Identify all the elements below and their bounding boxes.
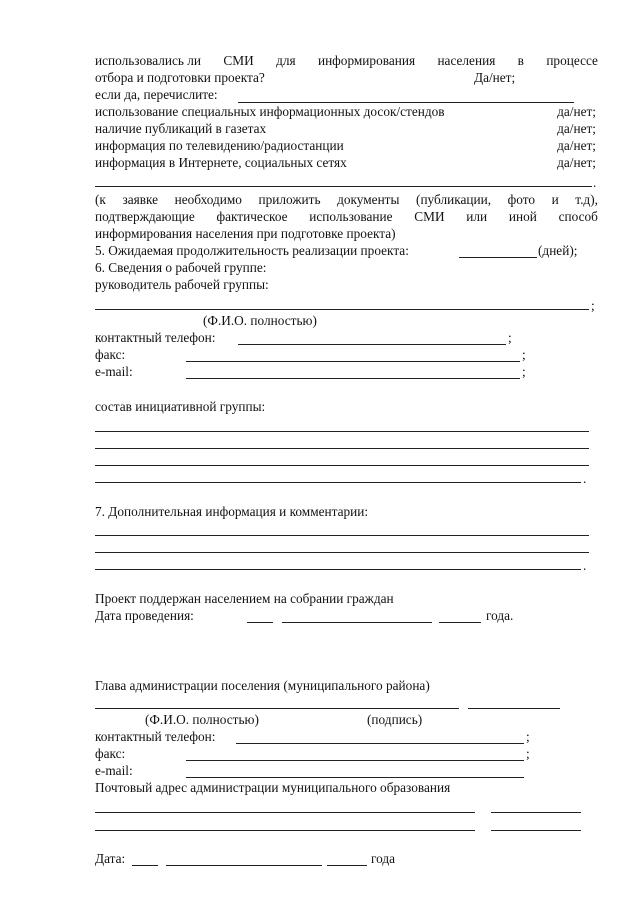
head-fax-line[interactable] bbox=[186, 760, 524, 761]
support-text: Проект поддержан населением на собрании граждан bbox=[95, 591, 394, 606]
comments-end: . bbox=[583, 558, 587, 573]
head-name-line[interactable] bbox=[95, 708, 459, 709]
team-label: состав инициативной группы: bbox=[95, 399, 266, 414]
team-line[interactable] bbox=[95, 448, 589, 449]
media-item-label: использование специальных информационных досок/стендов bbox=[95, 104, 445, 119]
head-signature-line[interactable] bbox=[468, 708, 560, 709]
media-item-label: информация в Интернете, социальных сетях bbox=[95, 155, 347, 170]
media-note-line1: (к заявке необходимо приложить документы (публикации, фото и т.д), bbox=[95, 192, 598, 207]
leader-fio-caption: (Ф.И.О. полностью) bbox=[203, 313, 317, 328]
media-item-answer: да/нет; bbox=[557, 104, 596, 119]
leader-fax-end: ; bbox=[522, 347, 526, 362]
leader-phone-label: контактный телефон: bbox=[95, 330, 216, 345]
head-fio-caption: (Ф.И.О. полностью) bbox=[145, 712, 259, 727]
media-question-line1: использовались ли СМИ для информирования населения в процессе bbox=[95, 53, 598, 68]
leader-email-line[interactable] bbox=[186, 378, 520, 379]
media-question-answer: Да/нет; bbox=[474, 70, 516, 85]
head-fax-label: факс: bbox=[95, 746, 126, 761]
leader-end: ; bbox=[591, 298, 595, 313]
media-item-label: информация по телевидению/радиостанции bbox=[95, 138, 344, 153]
head-email-line[interactable] bbox=[186, 777, 524, 778]
footer-year-label: года bbox=[371, 851, 396, 866]
section6-title: 6. Сведения о рабочей группе: bbox=[95, 260, 267, 275]
footer-year-line[interactable] bbox=[327, 865, 367, 866]
media-item-answer: да/нет; bbox=[557, 138, 596, 153]
leader-fax-label: факс: bbox=[95, 347, 126, 362]
media-blank-line[interactable] bbox=[95, 186, 592, 187]
head-phone-label: контактный телефон: bbox=[95, 729, 216, 744]
head-email-label: e-mail: bbox=[95, 763, 133, 778]
section5-label: 5. Ожидаемая продолжительность реализации проекта: bbox=[95, 243, 409, 258]
head-title: Глава администрации поселения (муниципального района) bbox=[95, 678, 430, 693]
team-line[interactable] bbox=[95, 431, 589, 432]
comments-line[interactable] bbox=[95, 552, 589, 553]
footer-month-line[interactable] bbox=[166, 865, 322, 866]
comments-line[interactable] bbox=[95, 569, 581, 570]
meeting-year-line[interactable] bbox=[439, 622, 481, 623]
media-if-yes-label: если да, перечислите: bbox=[95, 87, 218, 102]
leader-line[interactable] bbox=[95, 309, 589, 310]
media-note-line2: подтверждающие фактическое использование СМИ или иной способ bbox=[95, 209, 598, 224]
media-item-label: наличие публикаций в газетах bbox=[95, 121, 267, 136]
head-phone-line[interactable] bbox=[236, 743, 524, 744]
media-item-answer: да/нет; bbox=[557, 121, 596, 136]
media-question-line2: отбора и подготовки проекта? bbox=[95, 70, 265, 85]
head-address-label: Почтовый адрес администрации муниципального образования bbox=[95, 780, 451, 795]
comments-line[interactable] bbox=[95, 535, 589, 536]
media-if-yes-line[interactable] bbox=[238, 102, 574, 103]
head-phone-end: ; bbox=[526, 729, 530, 744]
leader-label: руководитель рабочей группы: bbox=[95, 277, 269, 292]
media-item-answer: да/нет; bbox=[557, 155, 596, 170]
address-line-short[interactable] bbox=[491, 812, 581, 813]
meeting-day-line[interactable] bbox=[247, 622, 273, 623]
section7-title: 7. Дополнительная информация и комментарии: bbox=[95, 504, 369, 519]
footer-date-label: Дата: bbox=[95, 851, 126, 866]
leader-phone-end: ; bbox=[508, 330, 512, 345]
meeting-month-line[interactable] bbox=[282, 622, 432, 623]
head-fax-end: ; bbox=[526, 746, 530, 761]
address-line-short[interactable] bbox=[491, 830, 581, 831]
team-line[interactable] bbox=[95, 465, 589, 466]
address-line[interactable] bbox=[95, 812, 475, 813]
leader-phone-line[interactable] bbox=[238, 344, 506, 345]
head-signature-caption: (подпись) bbox=[367, 712, 423, 727]
footer-day-line[interactable] bbox=[132, 865, 158, 866]
section5-unit: (дней); bbox=[538, 243, 578, 258]
meeting-date-label: Дата проведения: bbox=[95, 608, 194, 623]
address-line[interactable] bbox=[95, 830, 475, 831]
leader-email-label: e-mail: bbox=[95, 364, 133, 379]
media-blank-end: . bbox=[593, 175, 597, 190]
leader-email-end: ; bbox=[522, 364, 526, 379]
meeting-year-label: года. bbox=[486, 608, 514, 623]
leader-fax-line[interactable] bbox=[186, 361, 520, 362]
media-note-line3: информирования населения при подготовке проекта) bbox=[95, 226, 396, 241]
duration-line[interactable] bbox=[459, 257, 537, 258]
team-line[interactable] bbox=[95, 482, 581, 483]
team-end: . bbox=[583, 471, 587, 486]
